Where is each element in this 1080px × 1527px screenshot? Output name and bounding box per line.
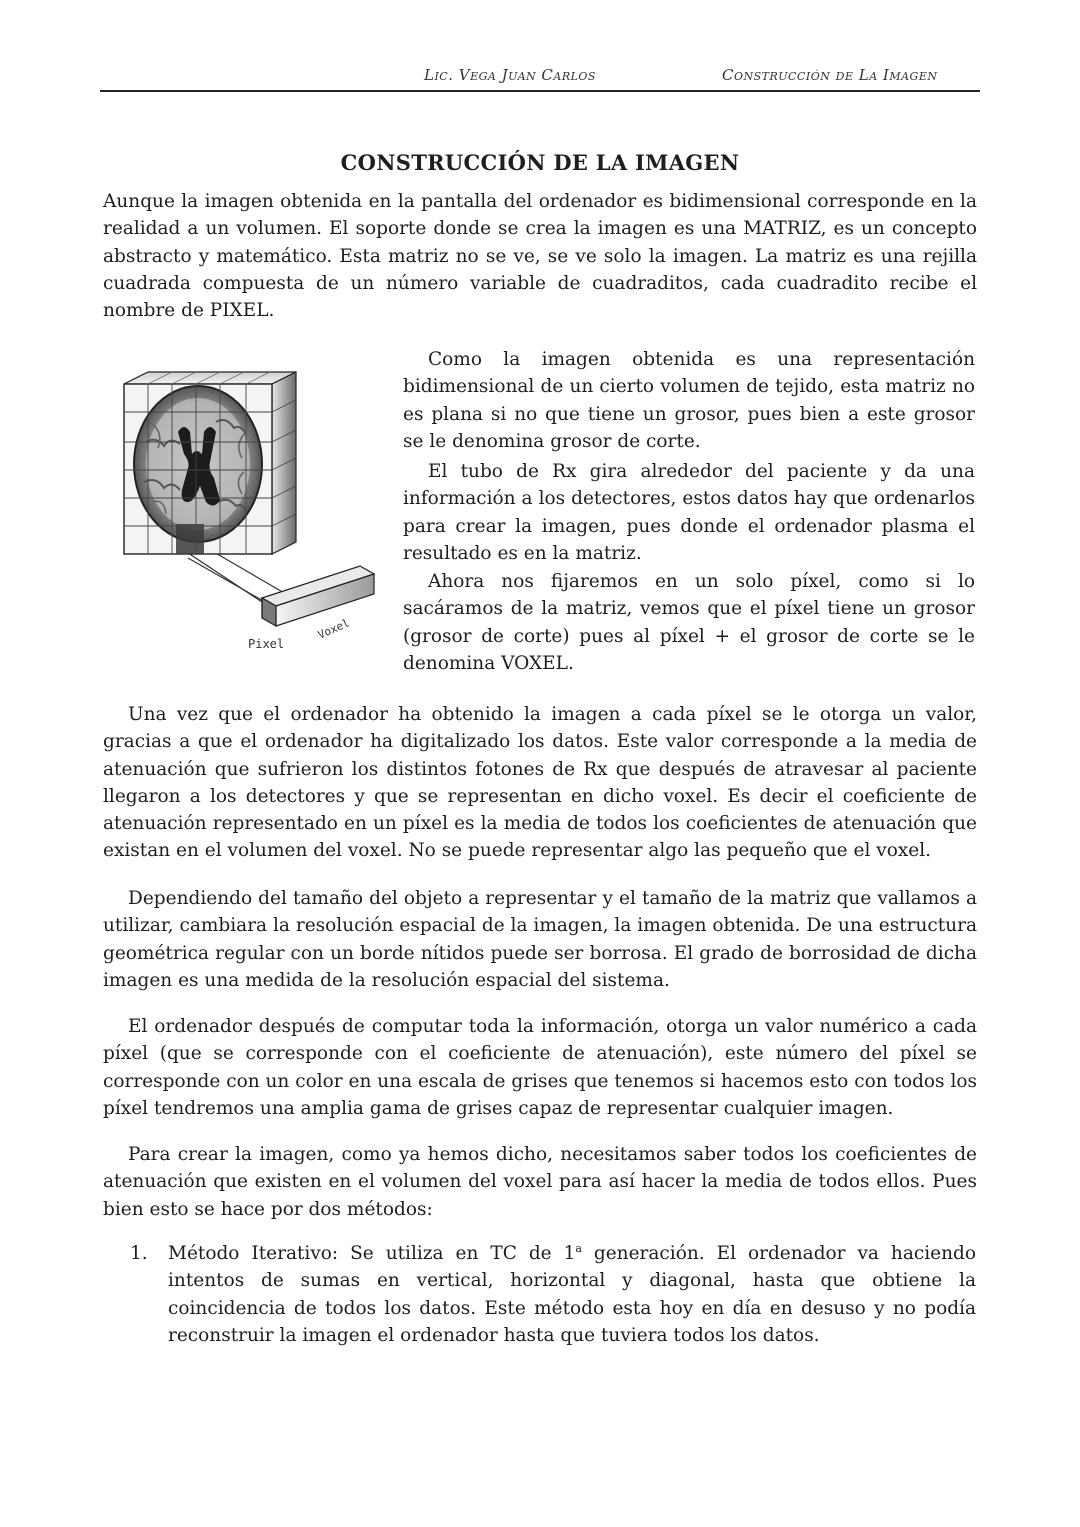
voxel-label: Voxel xyxy=(315,616,352,642)
voxel-prism xyxy=(262,566,374,626)
matrix-voxel-figure xyxy=(106,362,396,662)
matrix-top-face xyxy=(124,372,296,384)
paragraph-methods-intro: Para crear la imagen, como ya hemos dicho, necesitamos saber todos los coeficientes de atenuación que existen en el volumen del voxel para así hacer la media de todos ellos. Pues bien esto se hace por dos métodos: xyxy=(103,1144,977,1220)
header-divider xyxy=(100,90,980,92)
paragraph-grayscale: El ordenador después de computar toda la información, otorga un valor numérico a cada píxel (que se corresponde con el coeficiente de atenuación), este número del píxel se corresponde con un color en una escala de grises que tenemos si hacemos esto con todos los píxel tendremos una amplia gama de grises capaz de representar cualquier imagen. xyxy=(103,1016,977,1119)
header-section-title: Construcción de La Imagen xyxy=(722,66,938,84)
matrix-voxel-illustration xyxy=(106,362,396,662)
list-item-number: 1. xyxy=(130,1243,148,1264)
column-paragraph-2: El tubo de Rx gira alrededor del paciente y da una información a los detectores, estos datos hay que ordenarlos para crear la imagen, pues donde el ordenador plasma el resultado es en la matriz. xyxy=(403,461,975,564)
matrix-side-face xyxy=(272,372,296,554)
column-paragraph-3: Ahora nos fijaremos en un solo píxel, como si lo sacáramos de la matriz, vemos que el píxel tiene un grosor (grosor de corte) pues al píxel + el grosor de corte se le denomina VOXEL. xyxy=(403,571,975,674)
paragraph-spatial-resolution: Dependiendo del tamaño del objeto a representar y el tamaño de la matriz que vallamos a utilizar, cambiara la resolución espacial de la imagen, la imagen obtenida. De una estructura geométrica regular con un borde nítidos puede ser borrosa. El grado de borrosidad de dicha imagen es una medida de la resolución espacial del sistema. xyxy=(103,888,977,991)
intro-paragraph: Aunque la imagen obtenida en la pantalla del ordenador es bidimensional corresponde en la realidad a un volumen. El soporte donde se crea la imagen es una MATRIZ, es un concepto abstracto y matemático. Esta matriz no se ve, se ve solo la imagen. La matriz es una rejilla cuadrada compuesta de un número variable de cuadraditos, cada cuadradito recibe el nombre de PIXEL. xyxy=(103,191,977,322)
column-paragraph-1: Como la imagen obtenida es una representación bidimensional de un cierto volumen de tejido, esta matriz no es plana si no que tiene un grosor, pues bien a este grosor se le denomina grosor de corte. xyxy=(403,349,975,452)
list-item-iterative-method: Método Iterativo: Se utiliza en TC de 1$^a$ generación. El ordenador va haciendo intentos de sumas en vertical, horizontal y diagonal, hasta que obtiene la coincidencia de todos los datos. Este método esta hoy en día en desuso y no podía reconstruir la imagen el ordenador hasta que tuviera todos los datos. xyxy=(168,1241,976,1346)
page-title: CONSTRUCCIÓN DE LA IMAGEN xyxy=(340,150,740,175)
pixel-label: Pixel xyxy=(248,637,285,651)
header-author: Lic. Vega Juan Carlos xyxy=(424,66,596,84)
paragraph-digitalization: Una vez que el ordenador ha obtenido la imagen a cada píxel se le otorga un valor, gracias a que el ordenador ha digitalizado los datos. Este valor corresponde a la media de atenuación que sufrieron los distintos fotones de Rx que después de atravesar al paciente llegaron a los detectores y que se representan en dicho voxel. Es decir el coeficiente de atenuación representado en un píxel es la media de todos los coeficientes de atenuación que existan en el volumen del voxel. No se puede representar algo las pequeño que el voxel. xyxy=(103,704,977,862)
